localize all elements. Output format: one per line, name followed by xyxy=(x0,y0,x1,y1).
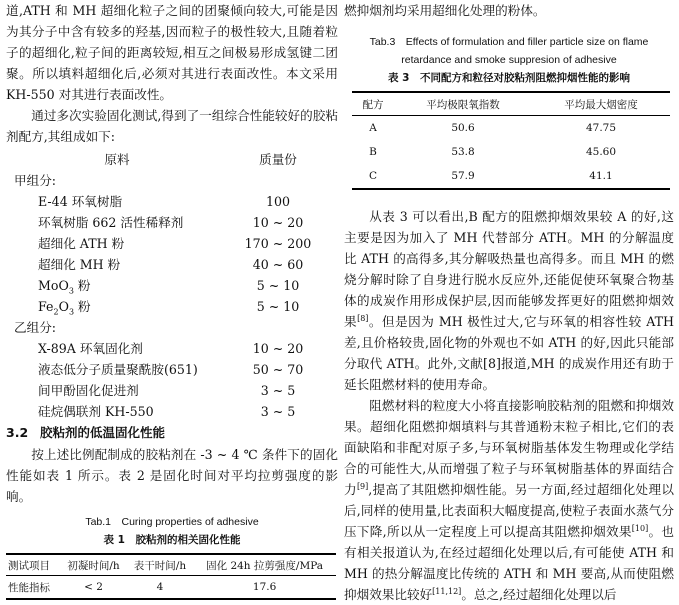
table-cell: C xyxy=(368,170,378,182)
table-header-cell: 平均最大烟密度 xyxy=(564,98,638,111)
formula-item-qty: 100 xyxy=(265,194,291,209)
formula-row xyxy=(6,380,338,401)
formula-item-qty: 10 ~ 20 xyxy=(252,341,304,356)
formula-row xyxy=(6,212,338,233)
table1 xyxy=(6,553,336,600)
formula-item-name: 液态低分子质量聚酰胺(651) xyxy=(38,362,198,377)
citation[interactable]: [9] xyxy=(356,481,369,491)
formula-row xyxy=(6,359,338,380)
formula-list xyxy=(6,149,338,422)
formula-group-a: 甲组分: xyxy=(14,173,57,188)
formula-item-qty: 170 ~ 200 xyxy=(244,236,312,251)
table-cell: 45.60 xyxy=(585,146,617,158)
table-header-cell: 初凝时间/h xyxy=(67,559,120,572)
table-cell: 53.8 xyxy=(451,146,475,158)
right-paragraph-1: 从表 3 可以看出,B 配方的阻燃抑烟效果较 A 的好,这主要是因为加入了 MH 代替部分 ATH。MH 的分解温度比 ATH 的高得多,其分解吸热量也高得多。而且 MH 的燃烧分解时除了自身进行脱水反应外,还能促使环氧聚合物基体的成炭作用形成保护层,因而能够发挥更好的阻燃抑烟效果[8]。但是因为 MH 极性过大,它与环氧的相容性较 ATH 差,且价格较贵,固化物的外观也不如 ATH 的好,因此只能部分取代 ATH。此外,文献[8]报道,MH 的成炭作用还有助于延长阻燃材料的使用寿命。 xyxy=(344,209,675,392)
section-number: 3.2 xyxy=(6,425,29,440)
table3-caption-zh: 表 3 不同配方和粒径对胶粘剂阻燃抑烟性能的影响 xyxy=(388,72,630,84)
left-paragraph-1: 道,ATH 和 MH 超细化粒子之间的团聚倾向较大,可能是因为其分子中含有较多的羟基,因而粒子的极性较大,且随着粒子的超细化,粒子间的距离较短,相互之间极易形成氢键二团聚。所以填料超细化后,必须对其进行表面改性。本文采用 KH-550 对其进行表面改性。 xyxy=(6,3,338,102)
table-header-row xyxy=(352,92,670,116)
formula-header xyxy=(6,149,338,170)
formula-item-qty: 3 ~ 5 xyxy=(260,404,296,419)
table-cell: A xyxy=(369,122,377,134)
formula-item-name: E-44 环氧树脂 xyxy=(38,194,123,209)
left-column xyxy=(6,0,338,600)
table-row xyxy=(6,576,336,600)
right-line-1: 燃抑烟剂均采用超细化处理的粉体。 xyxy=(344,3,546,18)
table-cell: < 2 xyxy=(84,581,103,593)
formula-item-name: 超细化 ATH 粉 xyxy=(38,236,125,251)
table-header-cell: 表干时间/h xyxy=(133,559,187,572)
citation[interactable]: [11,12] xyxy=(432,586,462,596)
formula-row xyxy=(6,191,338,212)
formula-row xyxy=(6,275,338,296)
table-cell: B xyxy=(369,146,377,158)
table-cell: 47.75 xyxy=(585,122,617,134)
formula-item-qty: 40 ~ 60 xyxy=(252,257,304,272)
table3 xyxy=(352,91,670,190)
section-title: 胶粘剂的低温固化性能 xyxy=(40,425,166,440)
section-heading xyxy=(6,422,338,444)
formula-group-b: 乙组分: xyxy=(14,320,57,335)
formula-item-name: MoO$_3$ 粉 xyxy=(38,278,91,296)
formula-item-name: X-89A 环氧固化剂 xyxy=(38,341,143,356)
citation[interactable]: [10] xyxy=(631,523,649,533)
table-cell: 4 xyxy=(156,581,164,593)
formula-item-name: $Fe_2O_3$ 粉 xyxy=(38,299,91,317)
table3-caption-en-2: retardance and smoke suppresion of adhesive xyxy=(401,54,617,66)
formula-item-qty: 3 ~ 5 xyxy=(260,383,296,398)
formula-row xyxy=(6,296,338,317)
formula-item-qty: 5 ~ 10 xyxy=(256,278,300,293)
table-row xyxy=(352,116,670,141)
formula-row xyxy=(6,338,338,359)
table-header-cell: 测试项目 xyxy=(8,559,50,572)
table-cell: 50.6 xyxy=(451,122,475,134)
right-column xyxy=(344,0,674,605)
table-header-cell: 平均极限氧指数 xyxy=(426,98,500,111)
table-row xyxy=(352,164,670,189)
left-paragraph-3: 按上述比例配制成的胶粘剂在 -3 ~ 4 ℃ 条件下的固化性能如表 1 所示。表 2 是固化时间对平均拉剪强度的影响。 xyxy=(6,447,338,504)
formula-item-name: 间甲酚固化促进剂 xyxy=(38,383,139,398)
formula-item-qty: 5 ~ 10 xyxy=(256,299,300,314)
table1-caption-en: Tab.1 Curing properties of adhesive xyxy=(85,516,259,528)
table-cell: 41.1 xyxy=(589,170,613,182)
citation[interactable]: [8] xyxy=(357,313,369,323)
table-cell: 性能指标 xyxy=(8,581,50,594)
table1-caption-zh: 表 1 胶粘剂的相关固化性能 xyxy=(103,534,241,546)
right-paragraph-2: 阻燃材料的粒度大小将直接影响胶粘剂的阻燃和抑烟效果。超细化阻燃抑烟填料与其普通粉末粒子相比,它们的表面缺陷和非配对原子多,与环氧树脂基体发生物理或化学结合的可能性大,从而增强了粒子与环氧树脂基体的界面结合力[9],提高了其阻燃抑烟性能。另一方面,经过超细化处理以后,同样的使用量,比表面积大幅度提高,使粒子表面水蒸气分压下降,所以从一定程度上可以提高其阻燃抑烟效果[10]。也有相关报道认为,在经过超细化处理以后,有可能使 ATH 和 MH 的热分解温度比传统的 ATH 和 MH 要高,从而使阻燃抑烟效果比较好[11,12]。总之,经过超细化处理以后 xyxy=(344,398,674,602)
formula-header-quantity: 质量份 xyxy=(259,152,297,167)
table3-caption-en-1: Tab.3 Effects of formulation and filler particle size on flame xyxy=(369,36,649,48)
table-header-row xyxy=(6,554,336,576)
table-row xyxy=(352,140,670,164)
formula-header-material: 原料 xyxy=(104,152,130,167)
table-header-cell: 配方 xyxy=(362,98,384,111)
table-cell: 17.6 xyxy=(252,581,277,593)
formula-row xyxy=(6,233,338,254)
table-cell: 57.9 xyxy=(451,170,475,182)
formula-row xyxy=(6,254,338,275)
left-paragraph-2: 通过多次实验固化测试,得到了一组综合性能较好的胶粘剂配方,其组成如下: xyxy=(6,108,338,144)
formula-item-qty: 50 ~ 70 xyxy=(252,362,304,377)
formula-item-qty: 10 ~ 20 xyxy=(252,215,304,230)
table-header-cell: 固化 24h 拉剪强度/MPa xyxy=(206,559,324,572)
formula-row xyxy=(6,401,338,422)
formula-item-name: 硅烷偶联剂 KH-550 xyxy=(38,404,154,419)
formula-item-name: 环氧树脂 662 活性稀释剂 xyxy=(38,215,184,230)
formula-item-name: 超细化 MH 粉 xyxy=(38,257,121,272)
